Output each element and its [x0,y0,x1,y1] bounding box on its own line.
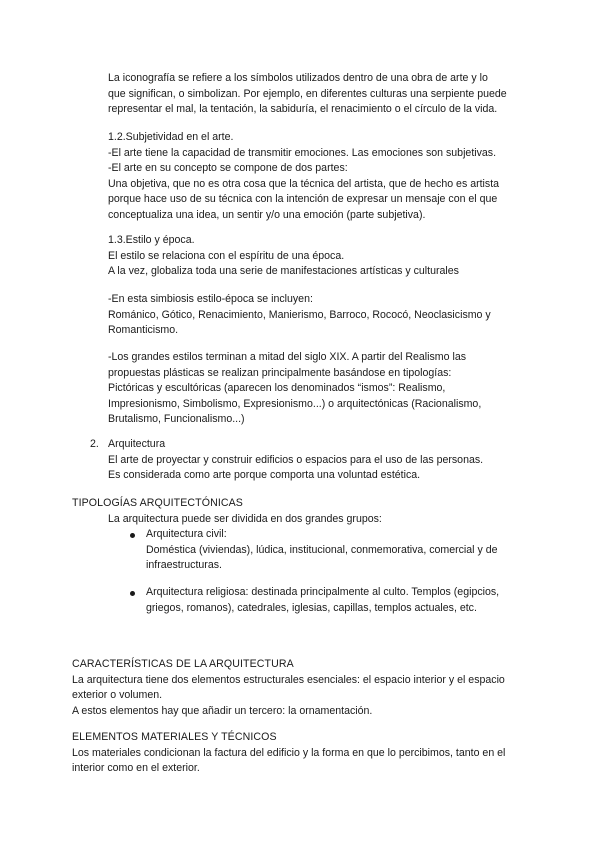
section-title-estilo: 1.3.Estilo y época. [108,234,195,246]
elementos-paragraph: Los materiales condicionan la factura del edificio y la forma en que lo percibimos, tanto en el interior como en el exterior. [72,746,506,775]
arquitectura-paragraph: El arte de proyectar y construir edificios o espacios para el uso de las personas. Es considerada como arte porque comporta una voluntad estética. [108,453,484,482]
intro-paragraph: La iconografía se refiere a los símbolos utilizados dentro de una obra de arte y lo que significan, o simbolizan. Por ejemplo, en diferentes culturas una serpiente puede representar el mal, la tentación, la sabiduría, el renacimiento o el círculo de la vida. [108,72,507,116]
heading-tipologias: TIPOLOGÍAS ARQUITECTÓNICAS [72,497,243,509]
simbiosis-paragraph: -En esta simbiosis estilo-época se incluyen: Románico, Gótico, Renacimiento, Manierismo, Barroco, Rococó, Neoclasicismo y Romanticismo. [108,293,491,337]
list-number: 2. [90,438,99,450]
tipologias-intro: La arquitectura puede ser dividida en dos grandes grupos: [108,512,382,525]
list-item-arquitectura-religiosa: Arquitectura religiosa: destinada principalmente al culto. Templos (egipcios, griegos, romanos), catedrales, iglesias, capillas, templos actuales, etc. [146,586,500,614]
list-item-arquitectura-civil: Arquitectura civil: Doméstica (viviendas), lúdica, institucional, conmemorativa, comercial y de infraestructuras. [146,528,498,572]
bullet-icon [130,533,135,538]
subjetividad-paragraph: -El arte tiene la capacidad de transmitir emociones. Las emociones son subjetivas. -El arte en su concepto se compone de dos partes: Una objetiva, que no es otra cosa que la técnica del artista, que de hecho es artista porque hace uso de su técnica con la intención de expresar un mensaje con el que conceptualiza una idea, un sentir y/o una emoción (parte subjetiva). [108,146,500,221]
grandes-estilos-paragraph: -Los grandes estilos terminan a mitad del siglo XIX. A partir del Realismo las propuestas plásticas se realizan principalmente basándose en tipologías: Pictóricas y escultóricas (aparecen los denominados “ismos”: Realismo, Impresionismo, Simbolismo, Expresionismo...) o arquitectónicas (Racionalismo, Brutalismo, Funcionalismo...) [108,351,482,426]
caracteristicas-paragraph: La arquitectura tiene dos elementos estructurales esenciales: el espacio interior y el espacio exterior o volumen. A estos elementos hay que añadir un tercero: la ornamentación. [72,673,505,717]
section-title-subjetividad: 1.2.Subjetividad en el arte. [108,131,234,143]
heading-caracteristicas: CARACTERÍSTICAS DE LA ARQUITECTURA [72,658,294,670]
heading-elementos: ELEMENTOS MATERIALES Y TÉCNICOS [72,731,277,743]
estilo-paragraph: El estilo se relaciona con el espíritu de una época. A la vez, globaliza toda una serie de manifestaciones artísticas y culturales [108,249,459,278]
section-title-arquitectura: Arquitectura [108,438,166,450]
bullet-icon [130,591,135,596]
